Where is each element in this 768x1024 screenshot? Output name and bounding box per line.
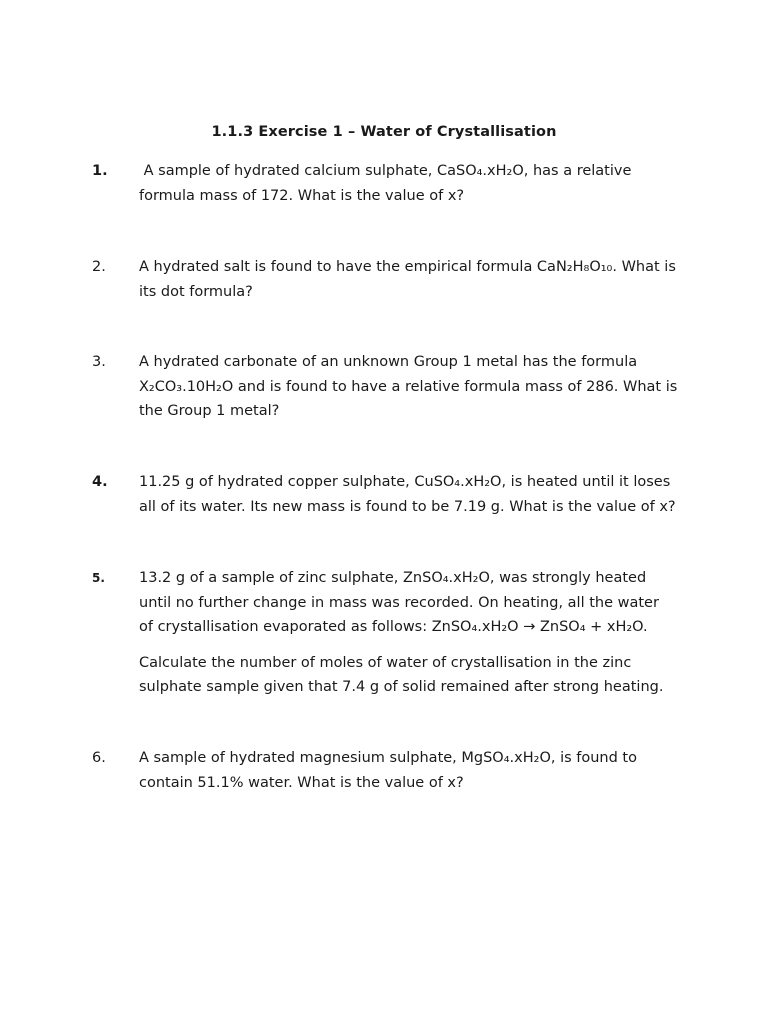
question-number: 6.	[92, 750, 106, 766]
question-line: Calculate the number of moles of water of crystallisation in the zinc	[139, 654, 632, 671]
question-line: sulphate sample given that 7.4 g of solid remained after strong heating.	[139, 679, 664, 695]
question-line: A sample of hydrated magnesium sulphate, MgSO₄.xH₂O, is found to	[139, 750, 637, 766]
question-line: A sample of hydrated calcium sulphate, CaSO₄.xH₂O, has a relative	[139, 163, 632, 179]
question-line: of crystallisation evaporated as follows: ZnSO₄.xH₂O → ZnSO₄ + xH₂O.	[139, 619, 648, 635]
question-line: all of its water. Its new mass is found to be 7.19 g. What is the value of x?	[139, 498, 676, 515]
question-text	[139, 566, 694, 700]
question-line: until no further change in mass was recorded. On heating, all the water	[139, 594, 659, 611]
question-line: formula mass of 172. What is the value of x?	[139, 187, 465, 204]
question-line: A hydrated salt is found to have the empirical formula CaN₂H₈O₁₀. What is	[139, 259, 676, 275]
question-line: 13.2 g of a sample of zinc sulphate, ZnSO₄.xH₂O, was strongly heated	[139, 570, 647, 586]
question-line: contain 51.1% water. What is the value of x?	[139, 774, 464, 791]
question-text	[139, 159, 694, 208]
question-number: 3.	[92, 354, 106, 370]
question-text	[139, 746, 694, 795]
page-title: 1.1.3 Exercise 1 – Water of Crystallisation	[211, 124, 557, 140]
question-text	[139, 470, 694, 519]
question-line: 11.25 g of hydrated copper sulphate, CuSO₄.xH₂O, is heated until it loses	[139, 474, 671, 490]
question-text	[139, 350, 694, 424]
question-text	[139, 255, 694, 304]
question-line: X₂CO₃.10H₂O and is found to have a relative formula mass of 286. What is	[139, 378, 678, 395]
question-number: 5.	[92, 571, 105, 585]
question-number: 4.	[92, 474, 108, 490]
question-line: its dot formula?	[139, 283, 253, 300]
question-number: 2.	[92, 259, 106, 275]
question-line: the Group 1 metal?	[139, 403, 280, 419]
question-number: 1.	[92, 163, 108, 179]
question-line: A hydrated carbonate of an unknown Group 1 metal has the formula	[139, 354, 638, 370]
